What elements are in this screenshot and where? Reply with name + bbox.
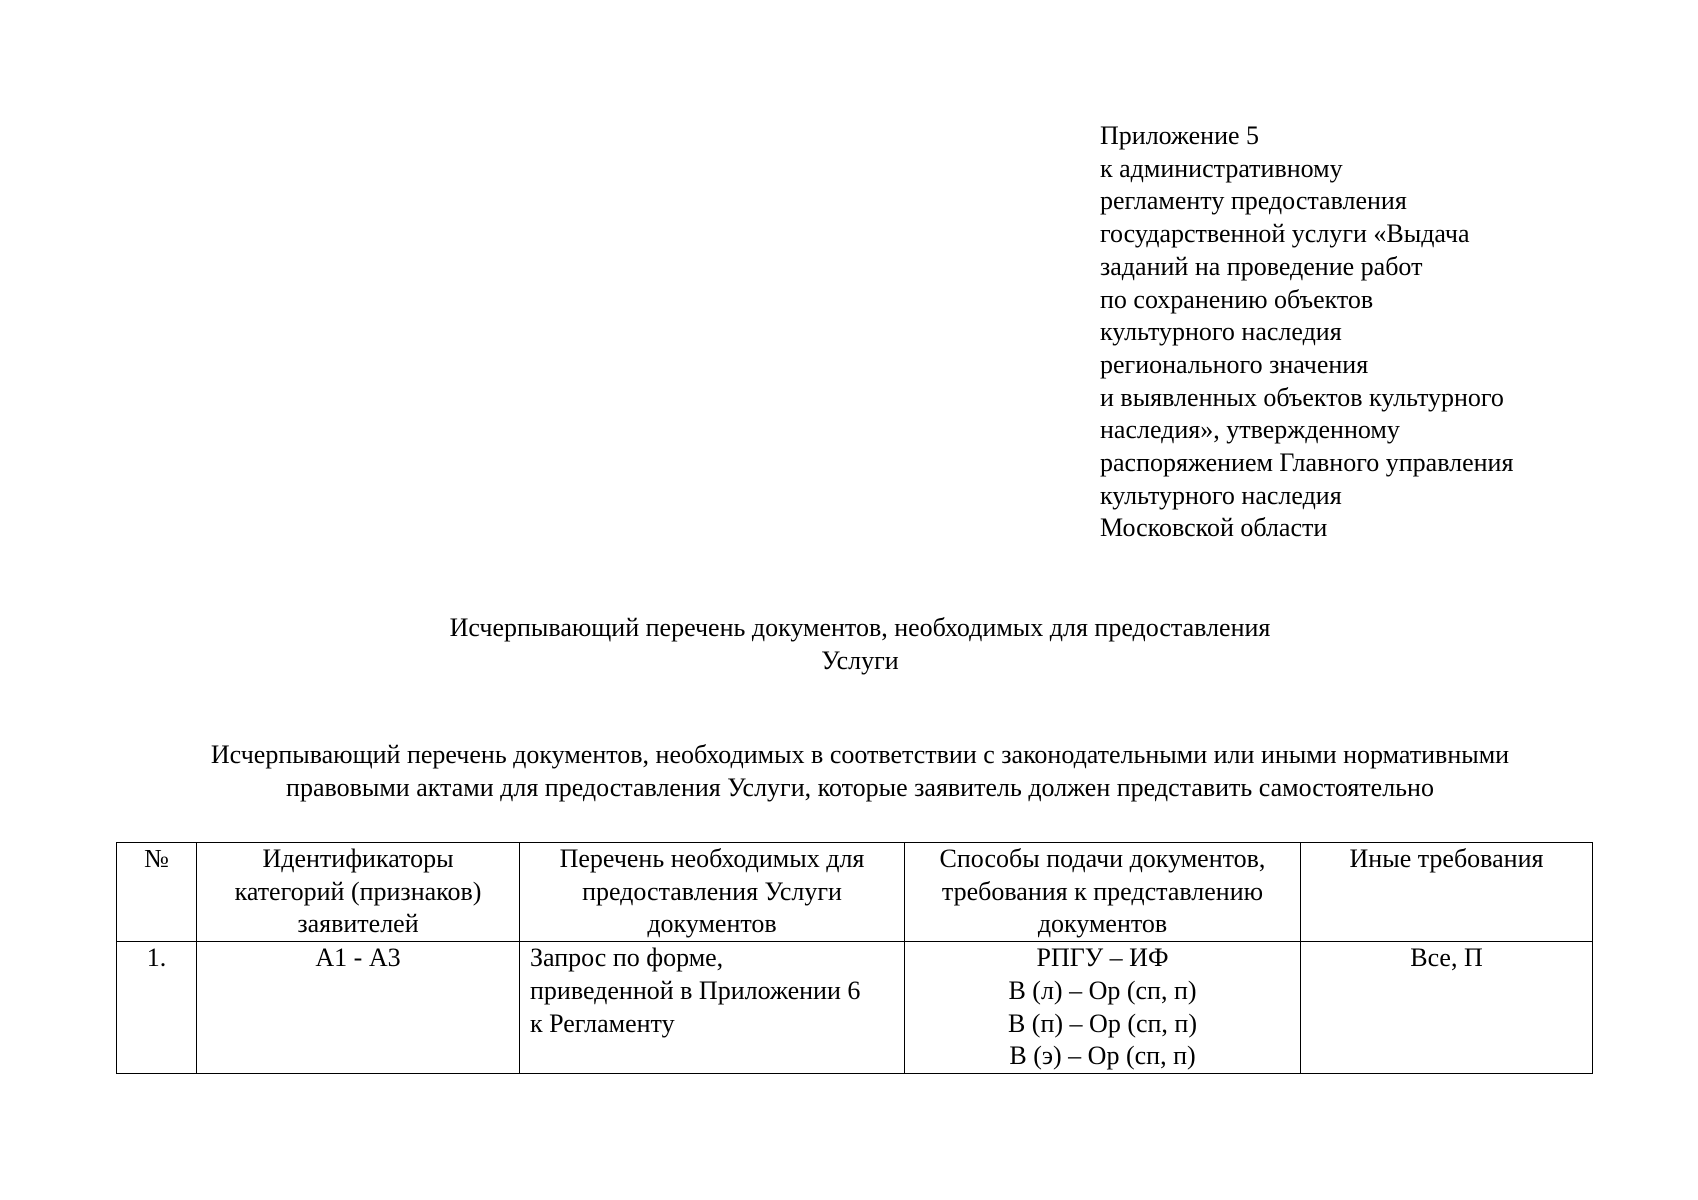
header-line: Способы подачи документов, [939, 844, 1266, 873]
document-title [120, 612, 1600, 677]
cell-methods [905, 942, 1301, 1074]
header-number [117, 843, 197, 942]
header-methods [905, 843, 1301, 942]
cell-line: 1. [146, 943, 167, 973]
header-line: Перечень необходимых для [559, 844, 865, 873]
cell-number [117, 942, 197, 1074]
header-line: документов [647, 909, 777, 939]
appendix-line: Приложение 5 [1100, 121, 1260, 150]
cell-line: приведенной в Приложении 6 [530, 975, 861, 1005]
document-subtitle [120, 739, 1600, 804]
header-line: предоставления Услуги [582, 876, 842, 906]
appendix-line: распоряжением Главного управления [1100, 448, 1514, 478]
table-header-row [117, 843, 1593, 942]
document-subtitle-line: Исчерпывающий перечень документов, необходимых в соответствии с законодательными или иными нормативными [210, 740, 1510, 769]
appendix-line: по сохранению объектов [1100, 284, 1374, 314]
appendix-line: регионального значения [1100, 349, 1369, 379]
header-line: Иные требования [1349, 844, 1544, 873]
header-line: Идентификаторы [262, 844, 454, 873]
header-line: документов [1037, 909, 1168, 939]
cell-other [1301, 942, 1593, 1074]
appendix-line: наследия», утвержденному [1100, 415, 1400, 445]
cell-line: А1 - А3 [315, 943, 401, 973]
appendix-line: заданий на проведение работ [1100, 251, 1423, 281]
appendix-block [1100, 120, 1660, 545]
appendix-line: культурного наследия [1100, 317, 1342, 347]
document-title-line: Исчерпывающий перечень документов, необходимых для предоставления [449, 613, 1271, 642]
cell-line: В (п) – Ор (сп, п) [1007, 1008, 1198, 1038]
appendix-line: регламенту предоставления [1100, 186, 1407, 216]
header-other [1301, 843, 1593, 942]
document-title-line: Услуги [821, 645, 899, 675]
cell-categories [197, 942, 520, 1074]
header-line: требования к представлению [941, 876, 1264, 906]
appendix-line: и выявленных объектов культурного [1100, 382, 1504, 412]
appendix-line: Московской области [1100, 513, 1328, 543]
cell-line: В (э) – Ор (сп, п) [1009, 1041, 1196, 1071]
cell-line: Запрос по форме, [530, 943, 724, 973]
documents-table [116, 842, 1593, 1074]
cell-documents [520, 942, 905, 1074]
header-line: категорий (признаков) [234, 876, 482, 906]
header-documents [520, 843, 905, 942]
table-row [117, 942, 1593, 1074]
cell-line: РПГУ – ИФ [1036, 943, 1169, 973]
appendix-line: государственной услуги «Выдача [1100, 219, 1470, 249]
header-line: заявителей [297, 909, 419, 939]
cell-line: к Регламенту [530, 1008, 675, 1038]
header-categories [197, 843, 520, 942]
cell-line: Все, П [1410, 943, 1483, 973]
appendix-line: к административному [1100, 153, 1343, 183]
appendix-line: культурного наследия [1100, 480, 1342, 510]
document-subtitle-line: правовыми актами для предоставления Услуги, которые заявитель должен представить самостоятельно [286, 772, 1434, 802]
cell-line: В (л) – Ор (сп, п) [1008, 975, 1197, 1005]
header-line: № [144, 844, 169, 873]
